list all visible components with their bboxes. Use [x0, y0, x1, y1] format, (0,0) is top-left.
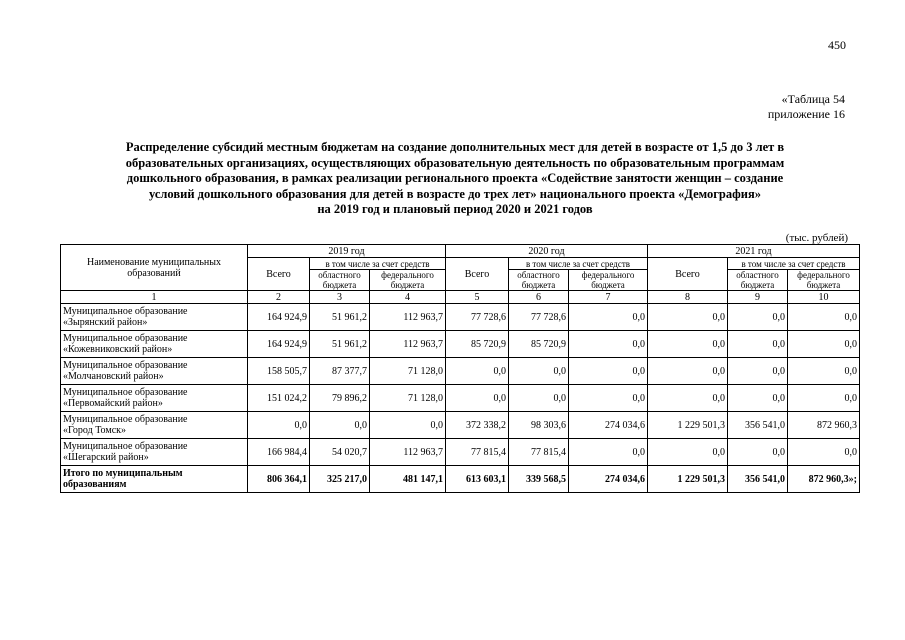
amount-cell: 71 128,0 — [370, 358, 446, 385]
title-line: Распределение субсидий местным бюджетам на создание дополнительных мест для детей в возрасте от 1,5 до 3 лет в — [125, 140, 785, 154]
document-title — [60, 140, 850, 218]
table-row — [61, 412, 860, 439]
amount-cell: 0,0 — [509, 385, 569, 412]
amount-cell: 274 034,6 — [569, 466, 648, 493]
municipality-name-cell — [61, 304, 248, 331]
column-numbers-row — [61, 291, 860, 304]
amount-cell: 806 364,1 — [248, 466, 310, 493]
amount-cell: 158 505,7 — [248, 358, 310, 385]
column-number: 3 — [310, 291, 370, 304]
page-number: 450 — [828, 38, 846, 52]
subsidy-table — [60, 244, 860, 493]
title-line: дошкольного образования, в рамках реализации регионального проекта «Содействие занятости женщин – создание — [126, 171, 784, 186]
column-number: 4 — [370, 291, 446, 304]
title-line: образовательных организациях, осуществляющих образовательную деятельность по образовательным программам — [125, 155, 785, 170]
amount-cell: 613 603,1 — [446, 466, 509, 493]
total-header: Всего — [248, 258, 310, 291]
amount-cell: 0,0 — [648, 439, 728, 466]
amount-cell: 112 963,7 — [370, 439, 446, 466]
amount-cell: 0,0 — [728, 331, 788, 358]
table-row — [61, 304, 860, 331]
amount-cell: 77 815,4 — [446, 439, 509, 466]
amount-cell: 166 984,4 — [248, 439, 310, 466]
amount-cell: 0,0 — [788, 331, 860, 358]
table-body — [61, 304, 860, 493]
name-column-header: Наименование муниципальных образований — [61, 245, 248, 291]
municipality-name-cell — [61, 331, 248, 358]
amount-cell: 85 720,9 — [509, 331, 569, 358]
municipality-name-line: «Первомайский район» — [63, 398, 163, 409]
amount-cell: 51 961,2 — [310, 304, 370, 331]
total-row — [61, 466, 860, 493]
amount-cell: 0,0 — [446, 385, 509, 412]
table-row — [61, 385, 860, 412]
title-line: условий дошкольного образования для детей в возрасте до трех лет» национального проекта «Демография» — [149, 186, 761, 201]
regional-budget-header: областного бюджета — [728, 270, 788, 291]
municipality-name-cell — [61, 358, 248, 385]
column-number: 6 — [509, 291, 569, 304]
amount-cell: 0,0 — [728, 304, 788, 331]
amount-cell: 151 024,2 — [248, 385, 310, 412]
amount-cell: 0,0 — [788, 385, 860, 412]
year-header-2021: 2021 год — [648, 245, 860, 258]
amount-cell: 51 961,2 — [310, 331, 370, 358]
amount-cell: 0,0 — [569, 331, 648, 358]
amount-cell: 0,0 — [728, 439, 788, 466]
regional-budget-header: областного бюджета — [509, 270, 569, 291]
amount-cell: 98 303,6 — [509, 412, 569, 439]
column-number: 8 — [648, 291, 728, 304]
municipality-name-line: Муниципальное образование — [63, 441, 188, 452]
year-header-2019: 2019 год — [248, 245, 446, 258]
amount-cell: 71 128,0 — [370, 385, 446, 412]
appendix-annex-ref: приложение 16 — [767, 107, 845, 121]
municipality-name-cell — [61, 439, 248, 466]
amount-cell: 0,0 — [648, 385, 728, 412]
amount-cell: 164 924,9 — [248, 331, 310, 358]
amount-cell: 85 720,9 — [446, 331, 509, 358]
amount-cell: 0,0 — [788, 439, 860, 466]
amount-cell: 356 541,0 — [728, 412, 788, 439]
municipality-name-cell — [61, 466, 248, 493]
appendix-caption — [768, 92, 845, 122]
column-number: 10 — [788, 291, 860, 304]
municipality-name-line: «Молчановский район» — [63, 371, 164, 382]
municipality-name-line: образованиям — [63, 479, 127, 490]
municipality-name-line: «Кожевниковский район» — [63, 344, 173, 355]
regional-budget-header: областного бюджета — [310, 270, 370, 291]
amount-cell: 0,0 — [569, 358, 648, 385]
amount-cell: 164 924,9 — [248, 304, 310, 331]
amount-cell: 0,0 — [310, 412, 370, 439]
municipality-name-line: Итого по муниципальным — [63, 468, 183, 479]
including-header: в том числе за счет средств — [310, 258, 446, 270]
table-row — [61, 439, 860, 466]
column-number: 1 — [61, 291, 248, 304]
amount-cell: 0,0 — [569, 439, 648, 466]
amount-cell: 0,0 — [648, 331, 728, 358]
municipality-name-cell — [61, 385, 248, 412]
federal-budget-header: федерального бюджета — [788, 270, 860, 291]
amount-cell: 112 963,7 — [370, 331, 446, 358]
amount-cell: 872 960,3 — [788, 412, 860, 439]
amount-cell: 0,0 — [648, 358, 728, 385]
amount-cell: 872 960,3»; — [788, 466, 860, 493]
total-header: Всего — [648, 258, 728, 291]
column-number: 9 — [728, 291, 788, 304]
column-number: 2 — [248, 291, 310, 304]
municipality-name-line: «Город Томск» — [63, 425, 126, 436]
header-row-years — [61, 245, 860, 258]
unit-label: (тыс. рублей) — [785, 232, 848, 244]
column-number: 7 — [569, 291, 648, 304]
amount-cell: 0,0 — [788, 304, 860, 331]
amount-cell: 87 377,7 — [310, 358, 370, 385]
amount-cell: 77 728,6 — [446, 304, 509, 331]
federal-budget-header: федерального бюджета — [370, 270, 446, 291]
amount-cell: 54 020,7 — [310, 439, 370, 466]
municipality-name-line: Муниципальное образование — [63, 414, 188, 425]
municipality-name-line: «Зырянский район» — [63, 317, 148, 328]
amount-cell: 77 815,4 — [509, 439, 569, 466]
amount-cell: 0,0 — [509, 358, 569, 385]
amount-cell: 356 541,0 — [728, 466, 788, 493]
amount-cell: 0,0 — [788, 358, 860, 385]
table-row — [61, 331, 860, 358]
table-row — [61, 358, 860, 385]
amount-cell: 0,0 — [648, 304, 728, 331]
amount-cell: 0,0 — [370, 412, 446, 439]
amount-cell: 274 034,6 — [569, 412, 648, 439]
amount-cell: 1 229 501,3 — [648, 466, 728, 493]
amount-cell: 481 147,1 — [370, 466, 446, 493]
amount-cell: 0,0 — [569, 385, 648, 412]
amount-cell: 77 728,6 — [509, 304, 569, 331]
municipality-name-cell — [61, 412, 248, 439]
including-header: в том числе за счет средств — [728, 258, 860, 270]
amount-cell: 325 217,0 — [310, 466, 370, 493]
amount-cell: 0,0 — [728, 358, 788, 385]
including-header: в том числе за счет средств — [509, 258, 648, 270]
municipality-name-line: Муниципальное образование — [63, 333, 188, 344]
municipality-name-line: «Шегарский район» — [63, 452, 149, 463]
amount-cell: 0,0 — [248, 412, 310, 439]
amount-cell: 0,0 — [728, 385, 788, 412]
amount-cell: 372 338,2 — [446, 412, 509, 439]
municipality-name-line: Муниципальное образование — [63, 306, 188, 317]
title-line: на 2019 год и плановый период 2020 и 2021 годов — [317, 202, 593, 217]
federal-budget-header: федерального бюджета — [569, 270, 648, 291]
municipality-name-line: Муниципальное образование — [63, 360, 188, 371]
amount-cell: 79 896,2 — [310, 385, 370, 412]
municipality-name-line: Муниципальное образование — [63, 387, 188, 398]
amount-cell: 339 568,5 — [509, 466, 569, 493]
column-number: 5 — [446, 291, 509, 304]
amount-cell: 0,0 — [569, 304, 648, 331]
appendix-table-ref: «Таблица 54 — [781, 92, 845, 106]
amount-cell: 1 229 501,3 — [648, 412, 728, 439]
amount-cell: 0,0 — [446, 358, 509, 385]
total-header: Всего — [446, 258, 509, 291]
amount-cell: 112 963,7 — [370, 304, 446, 331]
year-header-2020: 2020 год — [446, 245, 648, 258]
